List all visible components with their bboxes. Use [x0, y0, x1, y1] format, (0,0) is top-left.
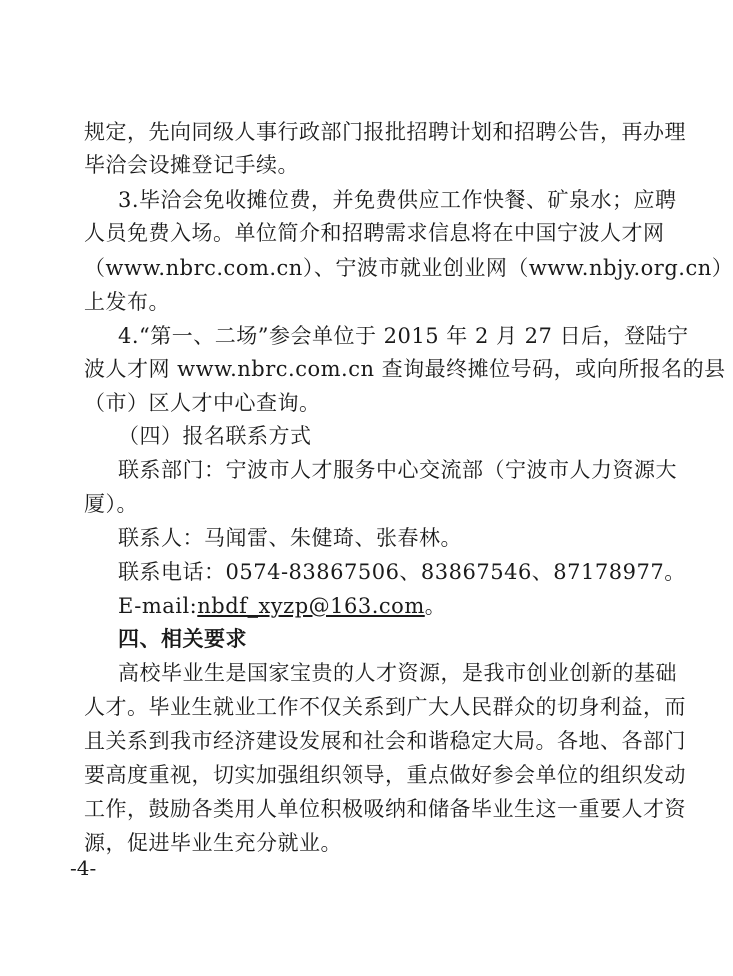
paragraph-line: 要高度重视，切实加强组织领导，重点做好参会单位的组织发动 — [84, 763, 686, 787]
email-punct: 。 — [424, 594, 447, 618]
paragraph-line: 工作，鼓励各类用人单位积极吸纳和储备毕业生这一重要人才资 — [84, 797, 686, 821]
contact-phone: 联系电话：0574-83867506、83867546、87178977。 — [118, 560, 686, 584]
paragraph-line: 波人才网 www.nbrc.com.cn 查询最终摊位号码，或向所报名的县 — [84, 357, 726, 381]
paragraph-line: 人才。毕业生就业工作不仅关系到广大人民群众的切身利益，而 — [84, 695, 686, 719]
paragraph-line: 规定，先向同级人事行政部门报批招聘计划和招聘公告，再办理 — [84, 120, 686, 144]
paragraph-line: 源，促进毕业生充分就业。 — [84, 831, 342, 855]
page-number: -4- — [70, 856, 97, 880]
section-subheading: （四）报名联系方式 — [118, 424, 312, 448]
paragraph-line: （市）区人才中心查询。 — [84, 391, 321, 415]
paragraph-line: 且关系到我市经济建设发展和社会和谐稳定大局。各地、各部门 — [84, 729, 686, 753]
paragraph-line: 上发布。 — [84, 290, 170, 314]
email-link[interactable]: nbdf_xyzp@163.com — [197, 594, 425, 618]
paragraph-line: 联系部门：宁波市人才服务中心交流部（宁波市人力资源大 — [118, 458, 677, 482]
contact-email-line — [118, 591, 612, 621]
paragraph-line: 毕洽会设摊登记手续。 — [84, 153, 299, 177]
email-label: E-mail: — [118, 594, 198, 618]
paragraph-line: 3.毕洽会免收摊位费，并免费供应工作快餐、矿泉水；应聘 — [118, 188, 677, 212]
paragraph-line: 人员免费入场。单位简介和招聘需求信息将在中国宁波人才网 — [84, 221, 665, 245]
contact-persons: 联系人：马闻雷、朱健琦、张春林。 — [118, 526, 462, 550]
paragraph-line: 厦）。 — [84, 492, 138, 516]
section-heading: 四、相关要求 — [118, 627, 247, 651]
paragraph-line: （www.nbrc.com.cn）、宁波市就业创业网（www.nbjy.org.cn） — [84, 256, 733, 280]
paragraph-line: 高校毕业生是国家宝贵的人才资源，是我市创业创新的基础 — [118, 661, 677, 685]
paragraph-line: 4.“第一、二场”参会单位于 2015 年 2 月 27 日后，登陆宁 — [118, 324, 689, 348]
